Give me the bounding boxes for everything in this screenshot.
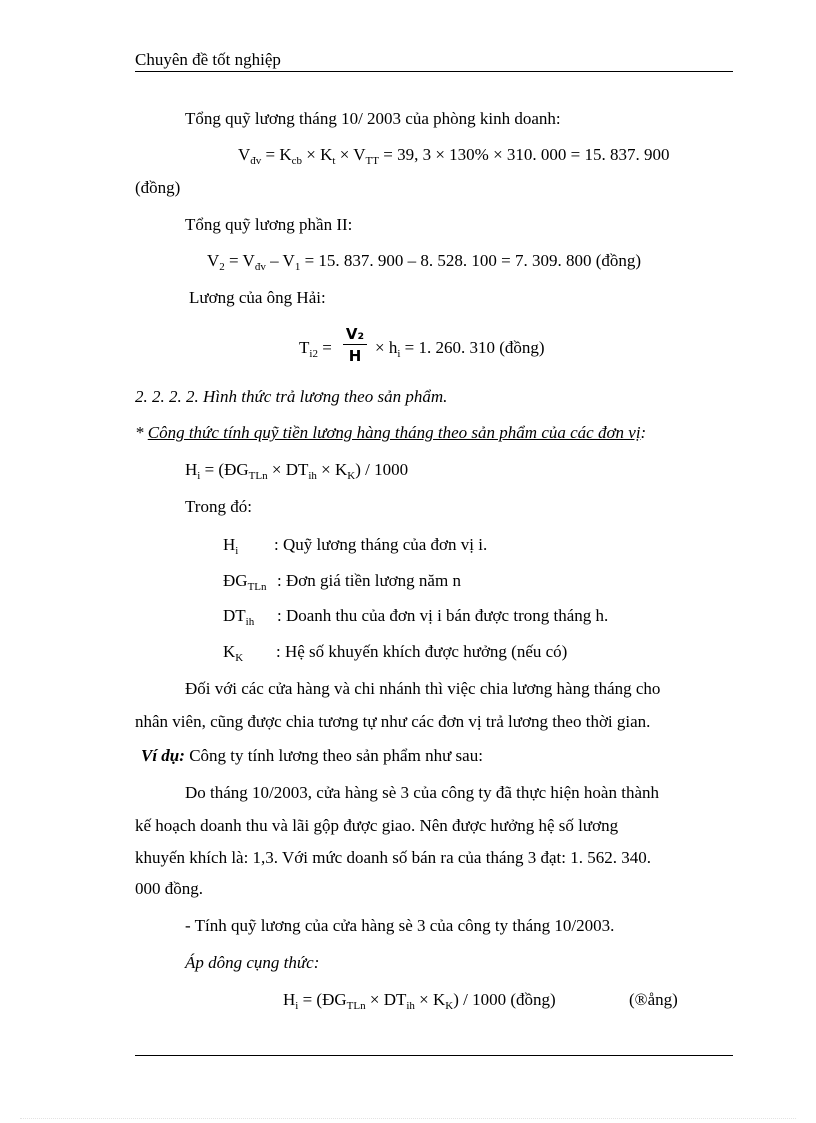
formula-part2: $V_2 = V_{đv} - V_1 = 15$. 837. 900 – 8. 528. 100 = 7. 309. 800 (đồng) — [207, 251, 642, 273]
hai-salary-label: Lương của ông Hải: — [189, 288, 326, 307]
definition-desc: : Doanh thu của đơn vị i bán được trong tháng h. — [277, 606, 609, 625]
formula-hai-lhs: $T_{i2}$ = — [299, 338, 332, 360]
formula-hi-final: $H_i$ = $(ĐG_{TLn} \times DT_{ih} \times K_K) / 1000$ (đồng) — [283, 990, 556, 1012]
where-label: Trong đó: — [185, 497, 252, 516]
definition-desc: : Hệ số khuyến khích được hưởng (nếu có) — [276, 642, 568, 661]
section-heading-product-pay: 2. 2. 2. 2. Hình thức trả lương theo sản phẩm. — [135, 387, 448, 406]
example-line: Ví dụ: Công ty tính lương theo sản phẩm như sau: — [141, 746, 483, 765]
paragraph-line: kế hoạch doanh thu và lãi gộp được giao. Nên được hưởng hệ số lương — [135, 816, 619, 835]
part2-label: Tổng quỹ lương phần II: — [185, 215, 353, 234]
formula-hai-rhs: × $h_i = 1$. 260. 310 (đồng) — [375, 338, 545, 360]
apply-formula-label: Áp dông cụng thức: — [185, 953, 320, 972]
definition-desc: : Đơn giá tiền lương năm n — [277, 571, 461, 590]
definition-item: $H_i$ — [223, 535, 239, 557]
formula-heading: * Công thức tính quỹ tiền lương hàng tháng theo sản phẩm của các đơn vị: — [135, 423, 647, 442]
formula-total-fund: $V_{đv} = K_{cb} \times K_t \times V_{TT} = 39$, 3 × 130% × 310. 000 = 15. 837. 900 — [238, 145, 670, 167]
unit-dong: (đồng) — [135, 178, 181, 197]
fraction-bar — [343, 344, 367, 345]
definition-item: $K_K$ — [223, 642, 244, 664]
formula-hi: $H_i$ = $(ĐG_{TLn} \times DT_{ih} \times K_K) / 1000$ — [185, 460, 409, 482]
header-rule — [135, 71, 733, 72]
definition-item: $ĐG_{TLn}$ — [223, 571, 267, 593]
paragraph-line: Do tháng 10/2003, cửa hàng sè 3 của công ty đã thực hiện hoàn thành — [185, 783, 659, 802]
paragraph-line: nhân viên, cũng được chia tương tự như các đơn vị trả lương theo thời gian. — [135, 712, 651, 731]
paragraph-line: khuyến khích là: 1,3. Với mức doanh số bán ra của tháng 3 đạt: 1. 562. 340. — [135, 848, 651, 867]
footer-rule — [135, 1055, 733, 1056]
total-salary-label: Tổng quỹ lương tháng 10/ 2003 của phòng kinh doanh: — [185, 109, 561, 128]
fraction-numerator: V₂ — [345, 325, 365, 343]
definition-item: $DT_{ih}$ — [223, 606, 255, 628]
example-label: Ví dụ: — [141, 746, 185, 765]
page-bottom-dotted-edge — [20, 1118, 796, 1119]
fraction-denominator: H — [348, 347, 362, 365]
definition-desc: : Quỹ lương tháng của đơn vị i. — [274, 535, 488, 554]
compute-store3-line: - Tính quỹ lương của cửa hàng sè 3 của công ty tháng 10/2003. — [185, 916, 615, 935]
paragraph-line: 000 đồng. — [135, 879, 203, 898]
formula-unit-tail: (®ång) — [629, 990, 678, 1009]
fraction-v2-over-h — [343, 325, 367, 365]
page-header-title: Chuyên đề tốt nghiệp — [135, 50, 281, 69]
paragraph-line: Đối với các cửa hàng và chi nhánh thì việc chia lương hàng tháng cho — [185, 679, 661, 698]
